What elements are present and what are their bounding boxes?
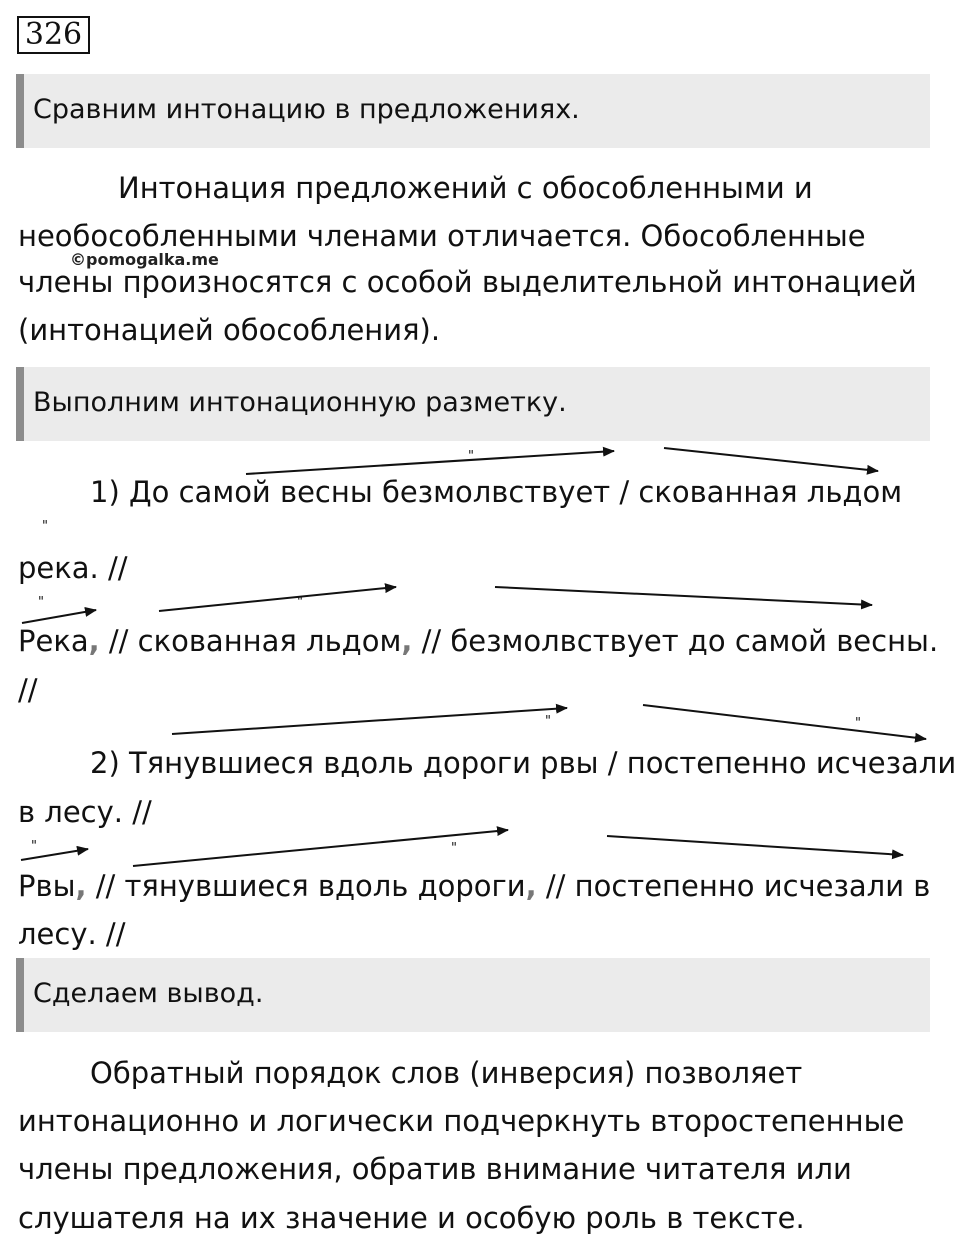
example2-sentence: 2) Тянувшиеся вдоль дороги рвы / постепенно исчезали (90, 746, 957, 780)
phrase: // постепенно исчезали в (536, 869, 931, 903)
stress-mark: " (38, 595, 44, 610)
intro-line: необособленными членами отличается. Обособленные (18, 219, 866, 253)
stress-mark: " (468, 449, 474, 464)
conclusion-line: интонационно и логически подчеркнуть второстепенные (18, 1104, 905, 1138)
stress-mark: " (31, 839, 37, 854)
example1-sentence: 1) До самой весны безмолвствует / скованная льдом (90, 475, 903, 509)
exercise-number: 326 (17, 16, 90, 54)
falling-arrow (607, 836, 903, 855)
rising-arrow (22, 610, 96, 623)
section-heading-text: Сравним интонацию в предложениях. (33, 94, 580, 125)
example2-sentence-end: в лесу. // (18, 795, 152, 829)
intro-line: Интонация предложений с обособленными и (118, 171, 813, 205)
pause-mark: // (18, 673, 38, 707)
phrase: // безмолвствует до самой весны. (412, 624, 939, 658)
rising-arrow (159, 587, 396, 611)
rising-arrow (246, 451, 614, 474)
stress-mark: " (451, 841, 457, 856)
phrase: Рвы (18, 869, 76, 903)
intro-line: члены произносятся с особой выделительной интонацией (18, 265, 917, 299)
conclusion-line: члены предложения, обратив внимание читателя или (18, 1152, 852, 1186)
intro-line: (интонацией обособления). (18, 313, 441, 347)
rising-arrow (172, 708, 567, 734)
comma-mark: , (75, 869, 87, 903)
stress-mark: " (855, 716, 861, 731)
conclusion-line: слушателя на их значение и особую роль в тексте. (18, 1201, 805, 1235)
section-heading-text: Выполним интонационную разметку. (33, 387, 567, 418)
stress-mark: " (545, 714, 551, 729)
phrase: // скованная льдом (99, 624, 402, 658)
falling-arrow (664, 448, 878, 471)
falling-arrow (643, 705, 926, 739)
comma-mark: , (525, 869, 537, 903)
watermark: ©pomogalka.me (70, 250, 219, 269)
section-heading-text: Сделаем вывод. (33, 978, 264, 1009)
comma-mark: , (88, 624, 100, 658)
falling-arrow (495, 587, 872, 605)
example1-sentence-end: река. // (18, 551, 128, 585)
example2-sentence-end: лесу. // (18, 917, 126, 951)
conclusion-line: Обратный порядок слов (инверсия) позволяет (90, 1056, 803, 1090)
phrase: // тянувшиеся вдоль дороги (86, 869, 526, 903)
stress-mark: " (42, 519, 48, 534)
stress-mark: " (297, 595, 303, 610)
phrase: Река (18, 624, 89, 658)
comma-mark: , (401, 624, 413, 658)
